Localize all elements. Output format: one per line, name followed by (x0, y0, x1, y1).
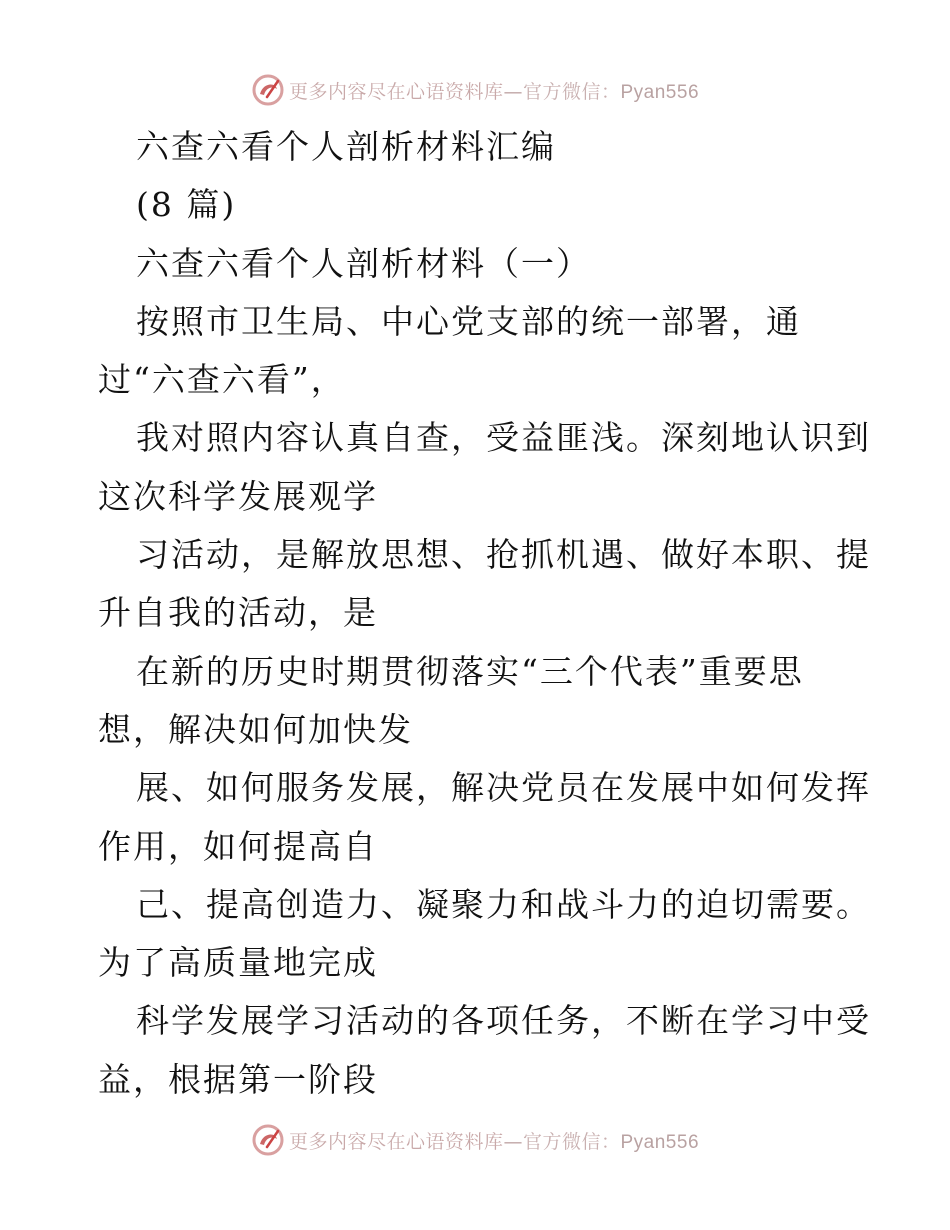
document-subtitle: (8 篇) (136, 185, 237, 225)
watermark-wechat-id: Pyan556 (620, 1131, 700, 1153)
footer-watermark (0, 1120, 950, 1160)
paragraph-line: 我对照内容认真自查，受益匪浅。深刻地认识到 (136, 418, 871, 458)
document-body (98, 118, 871, 1109)
watermark-wechat-id: Pyan556 (620, 81, 700, 103)
watermark-separator: — (503, 80, 523, 103)
watermark-text (289, 1127, 699, 1154)
paragraph-line: 为了高质量地完成 (98, 943, 378, 983)
paragraph-line: 按照市卫生局、中心党支部的统一部署，通 (136, 301, 801, 341)
paragraph-line: 益，根据第一阶段 (98, 1059, 378, 1099)
paragraph-line: 习活动，是解放思想、抢抓机遇、做好本职、提 (136, 535, 871, 575)
document-title: 六查六看个人剖析材料汇编 (136, 127, 556, 166)
watermark-wechat-label: 官方微信： (522, 80, 621, 103)
watermark-brand: 更多内容尽在心语资料库 (288, 80, 504, 103)
paragraph-line: 科学发展学习活动的各项任务，不断在学习中受 (136, 1001, 871, 1041)
watermark-separator: — (503, 1130, 523, 1153)
paragraph-line: 己、提高创造力、凝聚力和战斗力的迫切需要。 (136, 884, 871, 924)
paragraph-line: 在新的历史时期贯彻落实“三个代表”重要思 (136, 651, 804, 691)
red-swirl-logo-icon (251, 73, 285, 107)
paragraph-line: 升自我的活动，是 (98, 593, 378, 633)
section-heading: 六查六看个人剖析材料（一） (136, 243, 591, 283)
paragraph-line: 作用，如何提高自 (98, 826, 378, 866)
watermark-wechat-label: 官方微信： (522, 1130, 621, 1153)
paragraph-line: 这次科学发展观学 (98, 476, 378, 516)
paragraph-line: 想，解决如何加快发 (98, 709, 413, 749)
header-watermark (0, 70, 950, 110)
watermark-brand: 更多内容尽在心语资料库 (288, 1130, 504, 1153)
red-swirl-logo-icon (251, 1123, 285, 1157)
paragraph-line: 过“六查六看”， (98, 360, 346, 400)
watermark-text (289, 77, 699, 104)
paragraph-line: 展、如何服务发展，解决党员在发展中如何发挥 (136, 768, 871, 808)
